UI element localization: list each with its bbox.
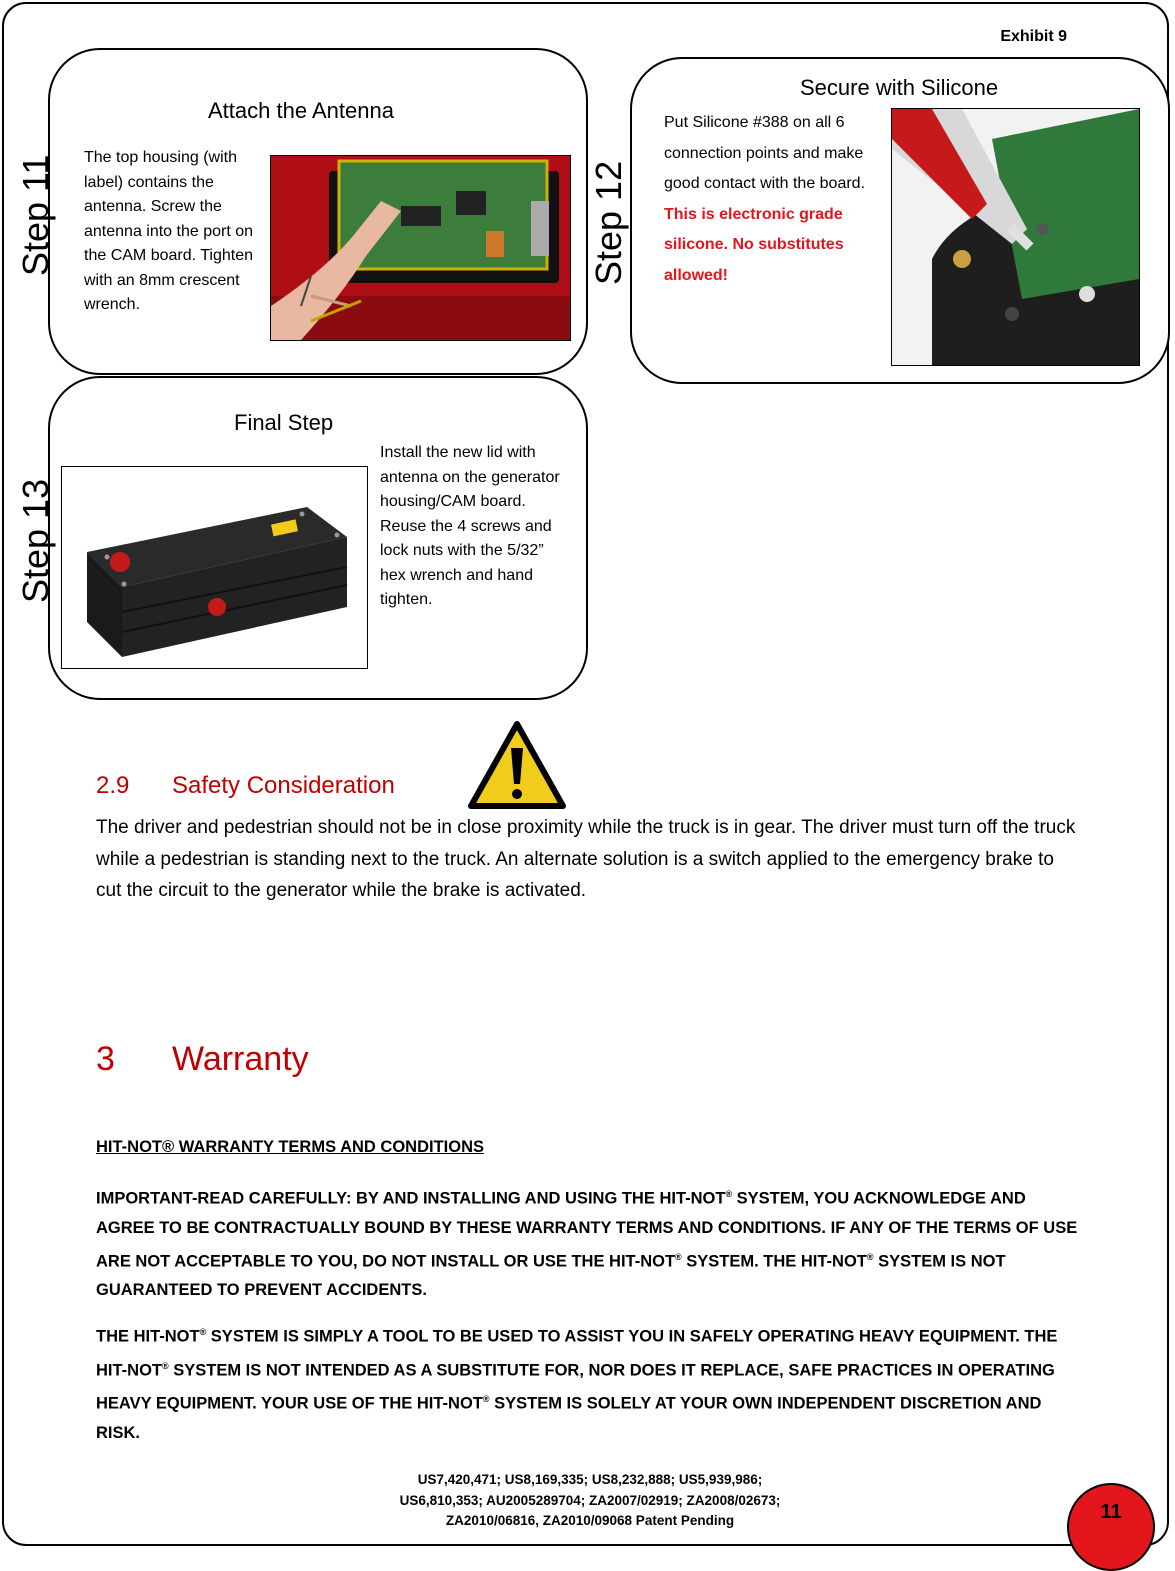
section-2-9-heading [96, 772, 395, 800]
generator-photo [61, 466, 368, 669]
warranty-paragraph-1 [96, 1180, 1086, 1305]
warranty-paragraph-2 [96, 1318, 1086, 1448]
step-13-label: Step 13 [15, 478, 56, 603]
warranty-p1-text: SYSTEM IS NOT GUARANTEED TO PREVENT ACCIDENTS. [96, 1252, 1006, 1299]
silicone-photo [891, 108, 1140, 366]
page-number: 11 [1100, 1501, 1122, 1523]
warning-sign-icon [467, 720, 567, 810]
section-2-9-number: 2.9 [96, 772, 130, 799]
step-12-instructions: Put Silicone #388 on all 6 connection points and make good contact with the board. [664, 114, 866, 192]
registered-mark: ® [482, 1394, 490, 1404]
step-11-text: The top housing (with label) contains the antenna. Screw the antenna into the port on the CAM board. Tighten with an 8mm crescent wrench. [84, 149, 254, 313]
footer-line-3: ZA2010/06816, ZA2010/09068 Patent Pending [445, 1513, 735, 1528]
warranty-p1-text: SYSTEM, YOU ACKNOWLEDGE AND AGREE TO BE CONTRACTUALLY BOUND BY THESE WARRANTY TERMS AND CONDITIONS. IF ANY OF THE TERMS OF USE ARE NOT ACCEPTABLE TO YOU, DO NOT INSTALL OR USE THE HIT-NOT [96, 1189, 1078, 1270]
warranty-p2-text: THE HIT-NOT [96, 1327, 200, 1346]
section-3-number: 3 [96, 1040, 115, 1078]
footer-line-2: US6,810,353; AU2005289704; ZA2007/02919; ZA2008/02673; [399, 1492, 781, 1508]
step-12-title: Secure with Silicone [800, 75, 999, 100]
footer-line-1: US7,420,471; US8,169,335; US8,232,888; US5,939,986; [417, 1472, 763, 1487]
warranty-p2-text: SYSTEM IS SIMPLY A TOOL TO BE USED TO ASSIST YOU IN SAFELY OPERATING HEAVY EQUIPMENT. THE HIT-NOT [96, 1327, 1058, 1379]
antenna-photo [270, 155, 571, 341]
exhibit-label: Exhibit 9 [1000, 28, 1067, 45]
warranty-p2-text: SYSTEM IS SOLELY AT YOUR OWN INDEPENDENT DISCRETION AND RISK. [96, 1394, 1042, 1442]
section-2-9-title: Safety Consideration [172, 772, 395, 799]
step-12-text [664, 108, 879, 291]
registered-mark: ® [725, 1189, 733, 1199]
section-2-9-body: The driver and pedestrian should not be in close proximity while the truck is in gear. The driver must turn off the truck while a pedestrian is standing next to the truck. An alternate solution is a switch applied to the emergency brake to cut the circuit to the generator while the brake is activated. [96, 817, 1076, 901]
warranty-p1-text: IMPORTANT-READ CAREFULLY: BY AND INSTALLING AND USING THE HIT-NOT [96, 1189, 726, 1208]
step-13-text: Install the new lid with antenna on the generator housing/CAM board. Reuse the 4 screws and lock nuts with the 5/32” hex wrench and hand tighten. [380, 444, 560, 608]
registered-mark: ® [162, 1360, 169, 1371]
step-13-title: Final Step [234, 410, 334, 435]
warranty-p1-text: SYSTEM. THE HIT-NOT [681, 1252, 867, 1270]
step-12-label: Step 12 [588, 160, 629, 285]
step-11-title: Attach the Antenna [208, 98, 394, 123]
step-11-label: Step 11 [15, 154, 56, 276]
registered-mark: ® [199, 1327, 207, 1337]
section-3-heading [96, 1040, 309, 1079]
warranty-p2-text: SYSTEM IS NOT INTENDED AS A SUBSTITUTE FOR, NOR DOES IT REPLACE, SAFE PRACTICES IN OPERATING HEAVY EQUIPMENT. YOUR USE OF THE HIT-NOT [96, 1361, 1055, 1413]
registered-mark: ® [866, 1251, 874, 1262]
warranty-subheading: HIT-NOT® WARRANTY TERMS AND CONDITIONS [96, 1138, 484, 1156]
registered-mark: ® [675, 1251, 682, 1262]
patent-footer [300, 1470, 880, 1532]
page-number-badge [1067, 1483, 1155, 1571]
section-3-title: Warranty [172, 1040, 309, 1078]
step-12-warning: This is electronic grade silicone. No substitutes allowed! [664, 205, 844, 284]
